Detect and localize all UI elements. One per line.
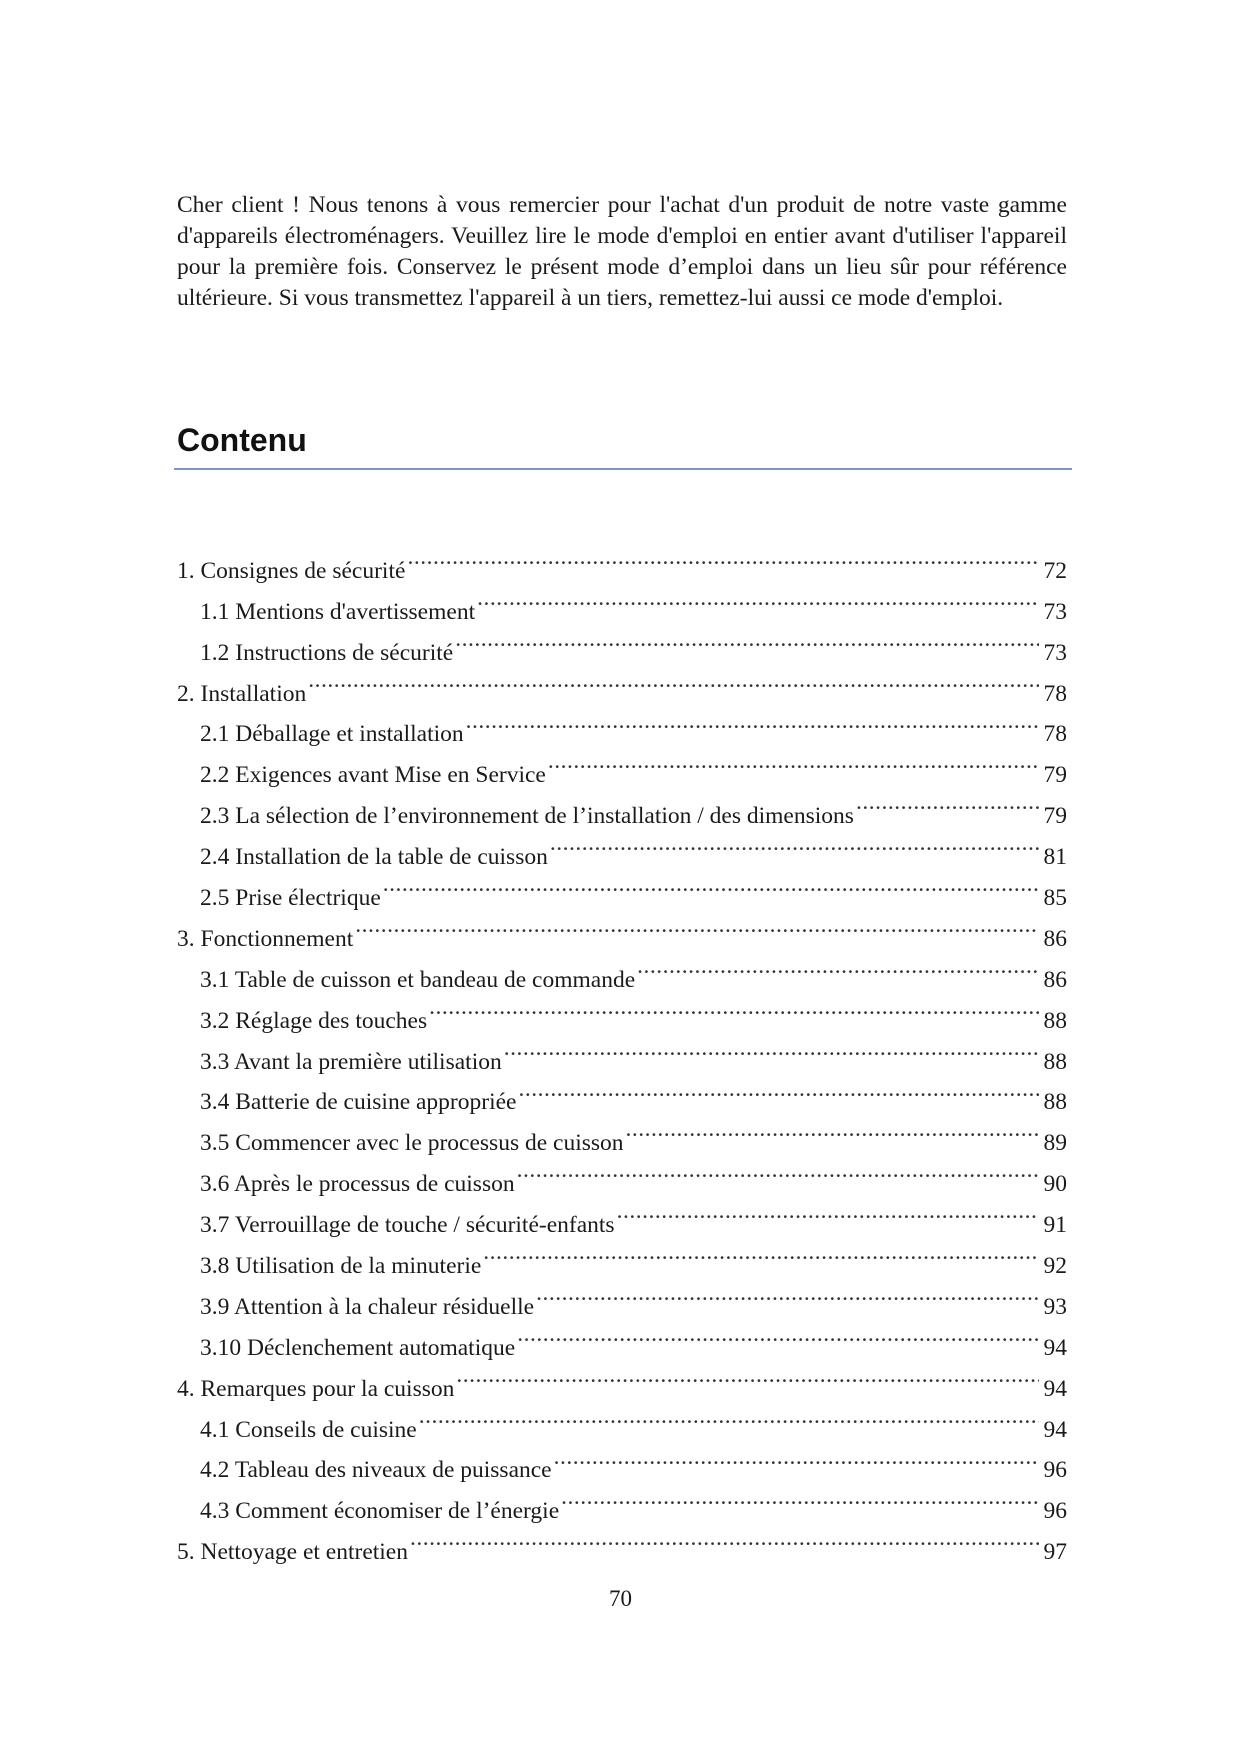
toc-dot-leader — [554, 1437, 1039, 1478]
toc-dot-leader — [308, 660, 1039, 701]
toc-entry-title: 3.9 Attention à la chaleur résiduelle — [200, 1293, 535, 1320]
toc-dot-leader — [548, 741, 1039, 782]
toc-entry-page: 96 — [1043, 1457, 1067, 1484]
toc-entry-title: 1. Consignes de sécurité — [177, 557, 406, 584]
contents-heading: Contenu — [177, 422, 307, 458]
toc-entry-page: 97 — [1043, 1539, 1067, 1566]
toc-dot-leader — [407, 537, 1039, 578]
toc-entry-title: 1.2 Instructions de sécurité — [200, 639, 454, 666]
toc-entry-page: 96 — [1043, 1498, 1067, 1525]
toc-entry-page: 73 — [1043, 598, 1067, 625]
toc-dot-leader — [456, 1355, 1039, 1396]
toc-dot-leader — [856, 782, 1039, 823]
toc-dot-leader — [477, 578, 1039, 619]
toc-dot-leader — [550, 823, 1039, 864]
toc-entry-page: 85 — [1043, 885, 1067, 912]
toc-entry-page: 89 — [1043, 1130, 1067, 1157]
toc-dot-leader — [637, 946, 1039, 987]
toc-entry-title: 3.2 Réglage des touches — [200, 1007, 428, 1034]
toc-dot-leader — [561, 1477, 1039, 1518]
toc-entry-page: 81 — [1043, 844, 1067, 871]
toc-dot-leader — [429, 987, 1039, 1028]
toc-entry-page: 72 — [1043, 557, 1067, 584]
table-of-contents — [177, 537, 1067, 1566]
toc-entry-title: 3.5 Commencer avec le processus de cuisson — [200, 1130, 624, 1157]
toc-entry-title: 3. Fonctionnement — [177, 925, 354, 952]
intro-paragraph: Cher client ! Nous tenons à vous remercier pour l'achat d'un produit de notre vaste gamme d'appareils électroménagers. Veuillez lire le mode d'emploi en entier avant d'utiliser l'appareil pour la première fois. Conservez le présent mode d’emploi dans un lieu sûr pour référence ultérieure. Si vous transmettez l'appareil à un tiers, remettez-lui aussi ce mode d'emploi. — [177, 192, 1067, 311]
toc-dot-leader — [410, 1518, 1039, 1559]
toc-entry-page: 88 — [1043, 1048, 1067, 1075]
toc-entry-title: 2.3 La sélection de l’environnement de l’installation / des dimensions — [200, 803, 854, 830]
toc-entry-page: 88 — [1043, 1089, 1067, 1116]
toc-dot-leader — [455, 619, 1039, 660]
toc-entry[interactable] — [177, 701, 1067, 748]
toc-entry-page: 79 — [1043, 762, 1067, 789]
toc-dot-leader — [419, 1396, 1039, 1437]
toc-entry-title: 2.2 Exigences avant Mise en Service — [200, 762, 546, 789]
toc-entry-title: 3.1 Table de cuisson et bandeau de commande — [200, 966, 636, 993]
toc-entry-title: 3.4 Batterie de cuisine appropriée — [200, 1089, 517, 1116]
toc-entry-page: 94 — [1043, 1416, 1067, 1443]
toc-entry-title: 4.2 Tableau des niveaux de puissance — [200, 1457, 552, 1484]
toc-entry-title: 2.4 Installation de la table de cuisson — [200, 844, 548, 871]
toc-entry-page: 88 — [1043, 1007, 1067, 1034]
toc-entry-page: 90 — [1043, 1171, 1067, 1198]
toc-entry-page: 79 — [1043, 803, 1067, 830]
toc-entry-page: 91 — [1043, 1212, 1067, 1239]
toc-entry-title: 1.1 Mentions d'avertissement — [200, 598, 476, 625]
toc-entry-title: 3.3 Avant la première utilisation — [200, 1048, 502, 1075]
toc-entry-title: 3.8 Utilisation de la minuterie — [200, 1253, 482, 1280]
toc-dot-leader — [483, 1232, 1039, 1273]
toc-entry-page: 94 — [1043, 1334, 1067, 1361]
toc-entry-page: 73 — [1043, 639, 1067, 666]
toc-entry-page: 78 — [1043, 721, 1067, 748]
heading-underline — [174, 468, 1072, 470]
toc-entry-title: 2.1 Déballage et installation — [200, 721, 464, 748]
toc-dot-leader — [504, 1028, 1039, 1069]
toc-dot-leader — [536, 1273, 1039, 1314]
toc-dot-leader — [355, 905, 1039, 946]
toc-entry-title: 4.3 Comment économiser de l’énergie — [200, 1498, 560, 1525]
toc-entry-page: 93 — [1043, 1293, 1067, 1320]
toc-entry-title: 4.1 Conseils de cuisine — [200, 1416, 417, 1443]
toc-entry-title: 2.5 Prise électrique — [200, 885, 381, 912]
toc-entry-title: 3.6 Après le processus de cuisson — [200, 1171, 515, 1198]
toc-entry-title: 5. Nettoyage et entretien — [177, 1539, 408, 1566]
toc-dot-leader — [466, 701, 1039, 742]
page-number: 70 — [609, 1586, 632, 1611]
toc-entry-page: 78 — [1043, 680, 1067, 707]
toc-entry-title: 4. Remarques pour la cuisson — [177, 1375, 455, 1402]
toc-entry[interactable] — [177, 660, 1067, 707]
toc-entry-title: 2. Installation — [177, 680, 307, 707]
toc-entry[interactable] — [177, 537, 1067, 584]
toc-entry-page: 86 — [1043, 966, 1067, 993]
toc-entry-title: 3.10 Déclenchement automatique — [200, 1334, 516, 1361]
toc-dot-leader — [617, 1191, 1039, 1232]
toc-entry-page: 86 — [1043, 925, 1067, 952]
toc-dot-leader — [517, 1150, 1039, 1191]
toc-entry-title: 3.7 Verrouillage de touche / sécurité-enfants — [200, 1212, 615, 1239]
toc-dot-leader — [383, 864, 1039, 905]
toc-dot-leader — [517, 1314, 1039, 1355]
toc-dot-leader — [626, 1109, 1039, 1150]
toc-entry-page: 94 — [1043, 1375, 1067, 1402]
toc-dot-leader — [518, 1069, 1039, 1110]
toc-entry-page: 92 — [1043, 1253, 1067, 1280]
